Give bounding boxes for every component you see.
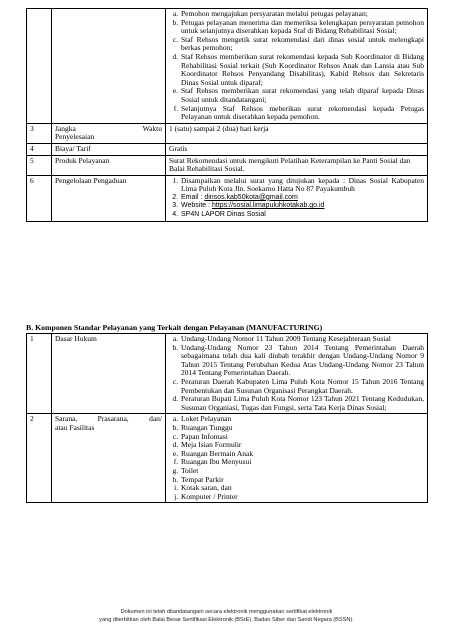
table-row	[27, 334, 428, 414]
table-row	[27, 123, 428, 143]
row-item-label: Dasar Hukum	[52, 334, 166, 414]
service-standard-table-part-b	[26, 333, 428, 503]
list-item: e. Staf Rehsos memberikan surat rekomendasi yang telah diparaf kepada Dinas Sosial untuk ditandatangani;	[180, 87, 424, 104]
table-row	[27, 175, 428, 221]
footer-line: yang diterbitkan oleh Balai Besar Sertifikasi Elektronik (BSrE), Badan Siber dan Sandi Negara (BSSN).	[99, 617, 354, 623]
list-item: d. Staf Rehsos memberikan surat rekomendasi kepada Sub Koordinator di Bidang Rehabilitasi Sosial terkait (Sub Koordinator Rehsos Anak dan Lansia atau Sub Koordinator Rehsos Penyandang Disabilitas), Kabid Rehsos dan Sekretaris Dinas Sosial untuk diparaf;	[180, 53, 424, 87]
row-number: 4	[27, 143, 52, 155]
list-item: i. Kotak saran, dan	[180, 484, 424, 493]
row-item-label	[52, 123, 166, 143]
footer-line: Dokumen ini telah ditandatangani secara elektronik menggunakan sertifikat elektronik	[120, 609, 333, 615]
row-value: Surat Rekomendasi untuk mengikuti Pelatihan Keterampilan ke Panti Sosial dan Balai Rehabilitasi Sosial.	[166, 155, 428, 175]
list-item: 4. SP4N LAPOR Dinas Sosial	[180, 211, 424, 220]
list-item: e. Ruangan Bermain Anak	[180, 450, 424, 459]
row-item-label: Produk Pelayanan	[52, 155, 166, 175]
facilities-list	[169, 415, 424, 501]
row-item-label-part: Prasarana,	[97, 414, 129, 424]
row-value: Gratis	[166, 143, 428, 155]
list-item	[180, 194, 424, 203]
table-row	[27, 9, 428, 124]
list-item: c. Peraturan Daerah Kabupaten Lima Puluh Kota Nomor 15 Tahun 2016 Tentang Pembentukan dan Susunan Organisasi Perangkat Daerah.	[180, 378, 424, 395]
list-item: d. Meja Isian Formulir	[180, 441, 424, 450]
list-item: 1. Disampaikan melalui surat yang ditujukan kepada : Dinas Sosial Kabupaten Lima Puluh Kota Jln. Soekarno Hatta No 87 Payakumbuh	[180, 177, 424, 194]
complaint-cell	[166, 175, 428, 221]
list-item: b. Petugas pelayanan menerima dan memeriksa kelengkapan persyaratan pemohon untuk selanjutnya diserahkan kepada Staf di Bidang Rehabilitasi Sosial;	[180, 19, 424, 36]
table-row	[27, 143, 428, 155]
list-item: c. Papan Infomasi	[180, 433, 424, 442]
row-item-label-part: Sarana,	[55, 414, 78, 424]
legal-basis-list	[169, 335, 424, 412]
row-number: 3	[27, 123, 52, 143]
list-item: a. Pemohon mengajukan persyaratan melalui petugas pelayanan;	[180, 10, 424, 19]
website-link[interactable]: https://sosial.limapuluhkotakab.go.id	[212, 202, 325, 210]
table-row	[27, 414, 428, 503]
complaint-list	[169, 177, 424, 220]
section-b-heading: B. Komponen Standar Pelayanan yang Terkait dengan Pelayanan (MANUFACTURING)	[26, 323, 323, 332]
facilities-cell	[166, 414, 428, 503]
service-standard-table-part-a	[26, 8, 428, 222]
list-item: a. Undang-Undang Nomor 11 Tahun 2009 Tentang Kesejahteraan Sosial	[180, 335, 424, 344]
legal-basis-cell	[166, 334, 428, 414]
email-label: Email :	[181, 193, 205, 201]
row-item-label	[52, 414, 166, 503]
table-row	[27, 155, 428, 175]
row-item-label-part: dan/	[149, 414, 162, 424]
e-signature-footer	[0, 608, 453, 624]
procedure-list	[169, 10, 424, 122]
email-link[interactable]: dinsos.kab50kota@gmail.com	[204, 193, 298, 201]
row-number-cell	[27, 9, 52, 124]
list-item: g. Toilet	[180, 467, 424, 476]
row-number: 6	[27, 175, 52, 221]
row-item-label-part: Waktu	[142, 123, 162, 133]
list-item: h. Tempat Parkir	[180, 476, 424, 485]
list-item	[180, 202, 424, 211]
row-item-label-part: Penyelesaian	[55, 132, 95, 142]
row-item-cell	[52, 9, 166, 124]
row-value: 1 (satu) sampai 2 (dua) hari kerja	[166, 123, 428, 143]
row-item-label-part: atau Fasilitas	[55, 422, 95, 432]
row-item-label: Biaya/ Tarif	[52, 143, 166, 155]
list-item: c. Staf Rehsos mengetik surat rekomendasi dari dinas sosial untuk melengkapi berkas pemohon;	[180, 36, 424, 53]
website-label: Website :	[181, 202, 212, 210]
row-item-label-part: Jangka	[55, 123, 76, 133]
list-item: f. Selanjutnya Staf Rehsos meberikan surat rekomendasi kepada Petugas Pelayanan untuk diserahkan kepada pemohon.	[180, 105, 424, 122]
list-item: a. Loket Pelayanan	[180, 415, 424, 424]
row-number: 1	[27, 334, 52, 414]
list-item: j. Komputer / Printer	[180, 493, 424, 502]
list-item: f. Ruangan Ibu Menyusui	[180, 458, 424, 467]
row-number: 5	[27, 155, 52, 175]
list-item: b. Ruangan Tunggu	[180, 424, 424, 433]
procedure-cell	[166, 9, 428, 124]
row-number: 2	[27, 414, 52, 503]
list-item: b. Undang-Undang Nomor 23 Tahun 2014 Tentang Pemerintahan Daerah sebagaimana telah dua kali diubah terakhir dengan Undang-Undang Nomor 9 Tahun 2015 Tentang Perubahan Kedua Atas Undang-Undang Nomor 23 Tahun 2014 Tentang Pemerintahan Daerah.	[180, 344, 424, 378]
list-item: d. Peraturan Bupati Lima Puluh Kota Nomor 123 Tahun 2021 Tentang Kedudukan, Susunan Organiasi, Tugas dan Fungsi, serta Tata Kerja Dinas Sosial;	[180, 395, 424, 412]
row-item-label: Pengelolaan Pengaduan	[52, 175, 166, 221]
